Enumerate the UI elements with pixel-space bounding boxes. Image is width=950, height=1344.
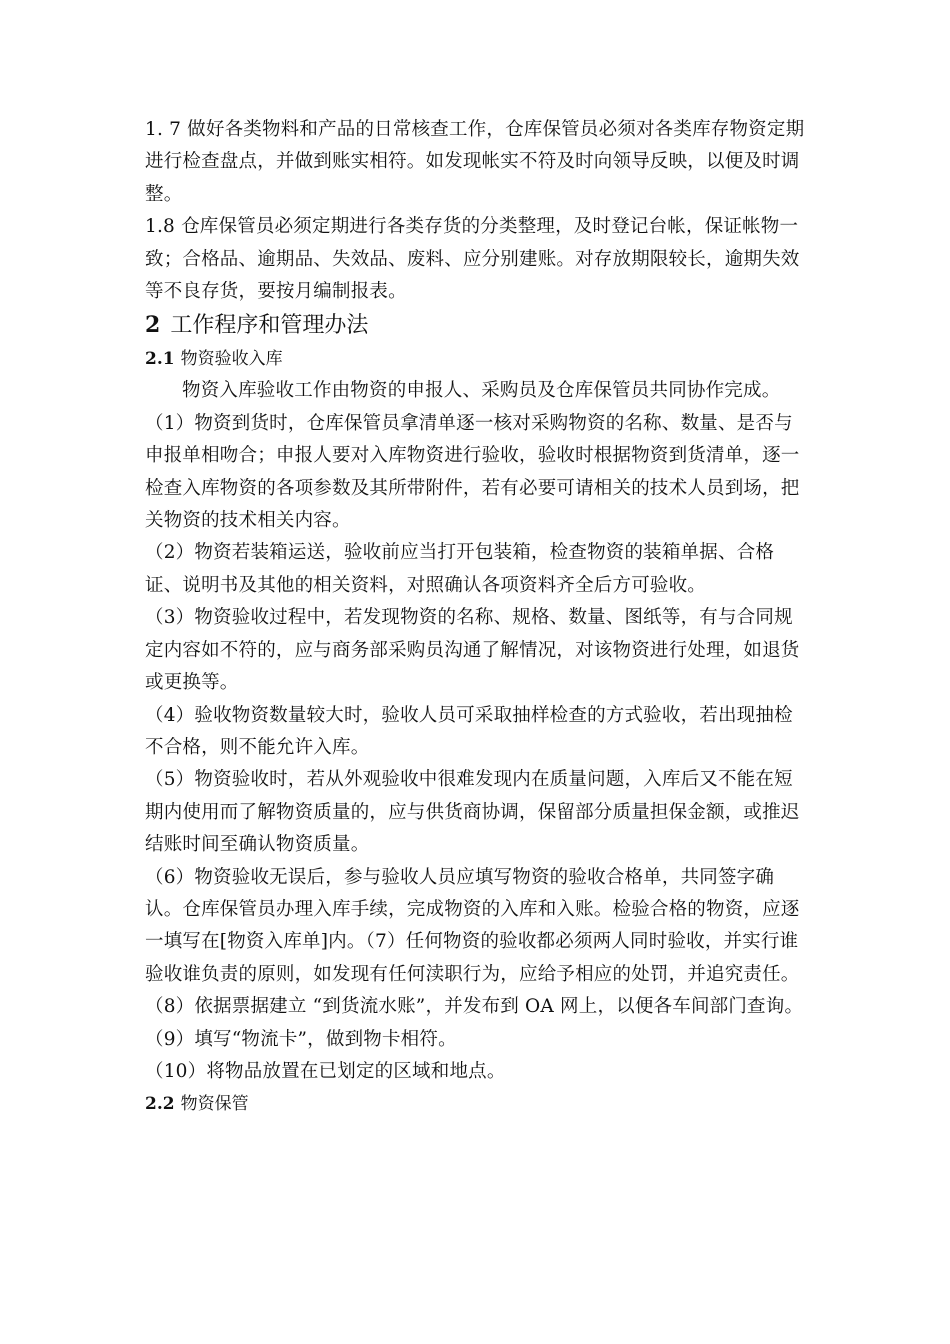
section-2-2-number: 2.2 [145, 1094, 175, 1115]
list-item-9: （9）填写“物流卡”，做到物卡相符。 [145, 1028, 457, 1050]
paragraph-1-8: 1.8 仓库保管员必须定期进行各类存货的分类整理，及时登记台帐，保证帐物一致；合格品、逾期品、失效品、废料、应分别建账。对存放期限较长，逾期失效等不良存货，要按月编制报表。 [145, 216, 800, 303]
list-item-4: （4）验收物资数量较大时，验收人员可采取抽样检查的方式验收，若出现抽检不合格，则不能允许入库。 [145, 704, 793, 758]
paragraph-1-7: 1. 7 做好各类物料和产品的日常核查工作，仓库保管员必须对各类库存物资定期进行检查盘点，并做到账实相符。如发现帐实不符及时向领导反映，以便及时调整。 [145, 119, 805, 205]
section-2-number: 2 [145, 312, 161, 339]
list-item-5: （5）物资验收时，若从外观验收中很难发现内在质量问题，入库后又不能在短期内使用而了解物资质量的，应与供货商协调，保留部分质量担保金额，或推迟结账时间至确认物资质量。 [145, 769, 800, 856]
document-body [145, 114, 810, 1120]
list-item-6-7: （6）物资验收无误后，参与验收人员应填写物资的验收合格单，共同签字确认。仓库保管员办理入库手续，完成物资的入库和入账。检验合格的物资，应逐一填写在[物资入库单]内。（7）任何物资的验收都必须两人同时验收，并实行谁验收谁负责的原则，如发现有任何渎职行为，应给予相应的处罚，并追究责任。 [145, 866, 800, 985]
section-2-1-heading [145, 343, 810, 375]
section-2-2-title: 物资保管 [180, 1094, 249, 1115]
list-item-1: （1）物资到货时，仓库保管员拿清单逐一核对采购物资的名称、数量、是否与申报单相吻合；申报人要对入库物资进行验收，验收时根据物资到货清单，逐一检查入库物资的各项参数及其所带附件，若有必要可请相关的技术人员到场，把关物资的技术相关内容。 [145, 412, 800, 532]
section-2-2-heading [145, 1088, 810, 1120]
section-2-heading [145, 308, 810, 343]
list-item-3: （3）物资验收过程中，若发现物资的名称、规格、数量、图纸等，有与合同规定内容如不符的，应与商务部采购员沟通了解情况，对该物资进行处理，如退货或更换等。 [145, 607, 800, 694]
list-item-2: （2）物资若装箱运送，验收前应当打开包装箱，检查物资的装箱单据、合格证、说明书及其他的相关资料，对照确认各项资料齐全后方可验收。 [145, 542, 775, 596]
section-2-1-intro: 物资入库验收工作由物资的申报人、采购员及仓库保管员共同协作完成。 [182, 380, 781, 402]
section-2-title: 工作程序和管理办法 [170, 313, 369, 339]
list-item-8: （8）依据票据建立 “到货流水账”，并发布到 OA 网上，以便各车间部门查询。 [145, 996, 804, 1018]
section-2-1-title: 物资验收入库 [180, 349, 283, 370]
list-item-10: （10）将物品放置在已划定的区域和地点。 [145, 1060, 506, 1082]
section-2-1-number: 2.1 [145, 349, 175, 370]
